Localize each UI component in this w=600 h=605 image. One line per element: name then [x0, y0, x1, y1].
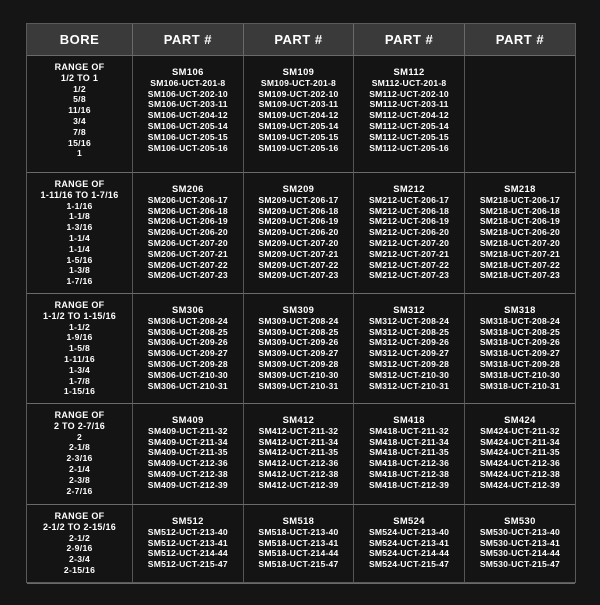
bore-range-label: 1-11/16 TO 1-7/16 [40, 189, 119, 200]
bore-size: 1-1/4 [68, 232, 91, 243]
header-part-4: PART # [464, 24, 575, 56]
part-number: SM206-UCT-207-20 [147, 237, 228, 248]
part-model: SM206 [172, 183, 204, 194]
part-number: SM109-UCT-205-15 [258, 131, 339, 142]
part-number: SM306-UCT-210-31 [147, 380, 228, 391]
part-number: SM218-UCT-206-18 [479, 205, 560, 216]
part-cell [243, 294, 354, 404]
part-number: SM112-UCT-205-15 [369, 131, 449, 142]
parts-table [27, 24, 575, 584]
bore-size: 1-1/8 [68, 211, 91, 222]
part-number: SM206-UCT-206-17 [147, 194, 228, 205]
bore-range-label: 2-1/2 TO 2-15/16 [42, 521, 117, 532]
bore-size: 2-3/16 [66, 453, 93, 464]
bore-range-label: 2 TO 2-7/16 [53, 420, 106, 431]
part-model: SM424 [504, 414, 536, 425]
bore-size: 3/4 [73, 115, 86, 126]
part-number: SM109-UCT-203-11 [258, 99, 339, 110]
bore-size: 1-7/8 [68, 375, 91, 386]
part-model: SM309 [282, 304, 315, 315]
header-part-2: PART # [243, 24, 354, 56]
part-number: SM106-UCT-201-8 [150, 77, 226, 88]
part-number: SM112-UCT-202-10 [369, 88, 449, 99]
part-number: SM524-UCT-214-44 [368, 548, 450, 559]
part-number: SM306-UCT-209-28 [147, 358, 228, 369]
part-number: SM318-UCT-209-27 [479, 348, 560, 359]
bore-range-label: RANGE OF [54, 511, 105, 521]
part-cell [243, 173, 354, 294]
part-number: SM312-UCT-209-26 [368, 337, 450, 348]
bore-size: 2-15/16 [63, 564, 96, 575]
bore-size: 1-5/16 [66, 254, 93, 265]
part-number: SM209-UCT-207-23 [258, 270, 339, 281]
part-cell [133, 56, 244, 173]
part-model: SM306 [172, 304, 204, 315]
part-cell [354, 404, 465, 505]
part-cell [354, 294, 465, 404]
part-number: SM109-UCT-204-12 [258, 110, 339, 121]
bore-range-label: RANGE OF [54, 410, 105, 420]
part-number: SM109-UCT-201-8 [260, 77, 337, 88]
bore-size: 1/2 [73, 83, 86, 94]
header-row [27, 24, 575, 56]
part-number: SM312-UCT-209-28 [368, 358, 450, 369]
part-number: SM212-UCT-207-20 [368, 237, 450, 248]
bore-size: 1 [76, 148, 83, 159]
part-cell [354, 505, 465, 584]
bore-size: 1-1/16 [66, 200, 93, 211]
part-number: SM524-UCT-215-47 [368, 559, 450, 570]
part-number: SM530-UCT-215-47 [479, 559, 560, 570]
part-model: SM218 [504, 183, 536, 194]
part-number: SM106-UCT-205-14 [147, 120, 228, 131]
part-number: SM409-UCT-212-36 [147, 458, 228, 469]
part-number: SM318-UCT-210-31 [479, 380, 560, 391]
part-number: SM106-UCT-203-11 [148, 99, 228, 110]
part-number: SM212-UCT-206-17 [368, 194, 450, 205]
bore-size: 1-3/4 [68, 364, 91, 375]
part-number: SM318-UCT-208-25 [479, 326, 560, 337]
bore-cell [27, 404, 133, 505]
part-number: SM218-UCT-207-22 [479, 259, 560, 270]
part-model: SM524 [393, 515, 425, 526]
parts-table-frame [26, 23, 576, 583]
part-number: SM518-UCT-214-44 [258, 548, 339, 559]
part-cell [133, 294, 244, 404]
part-number: SM530-UCT-213-41 [479, 537, 560, 548]
part-number: SM309-UCT-210-31 [258, 380, 339, 391]
part-number: SM309-UCT-208-24 [258, 315, 339, 326]
part-number: SM418-UCT-211-35 [369, 447, 449, 458]
bore-cell [27, 173, 133, 294]
table-row [27, 56, 575, 173]
part-number: SM318-UCT-209-26 [479, 337, 560, 348]
bore-size: 5/8 [73, 94, 86, 105]
part-number: SM218-UCT-207-20 [479, 237, 560, 248]
part-number: SM209-UCT-206-17 [258, 194, 339, 205]
bore-size: 1-15/16 [63, 386, 96, 397]
part-number: SM309-UCT-209-26 [258, 337, 339, 348]
part-number: SM418-UCT-212-38 [368, 468, 450, 479]
bore-size: 1-9/16 [66, 332, 93, 343]
part-number: SM306-UCT-209-26 [147, 337, 228, 348]
part-number: SM309-UCT-208-25 [258, 326, 339, 337]
part-number: SM106-UCT-204-12 [147, 110, 228, 121]
part-number: SM418-UCT-212-39 [368, 479, 450, 490]
part-number: SM512-UCT-214-44 [147, 548, 228, 559]
part-model: SM512 [172, 515, 204, 526]
part-model: SM318 [504, 304, 536, 315]
part-number: SM409-UCT-211-35 [148, 447, 228, 458]
table-row [27, 173, 575, 294]
part-number: SM306-UCT-210-30 [147, 369, 228, 380]
part-number: SM218-UCT-207-23 [479, 270, 560, 281]
part-model: SM212 [393, 183, 425, 194]
part-number: SM206-UCT-206-19 [147, 216, 228, 227]
part-number: SM212-UCT-207-22 [368, 259, 450, 270]
bore-size: 2-1/8 [68, 442, 91, 453]
bore-size: 1-3/8 [68, 265, 91, 276]
bore-size: 15/16 [68, 137, 92, 148]
part-number: SM318-UCT-210-30 [479, 369, 560, 380]
table-row [27, 404, 575, 505]
part-number: SM424-UCT-211-32 [480, 425, 560, 436]
part-number: SM306-UCT-209-27 [147, 348, 228, 359]
part-cell [133, 404, 244, 505]
part-number: SM312-UCT-208-25 [368, 326, 450, 337]
bore-cell [27, 56, 133, 173]
table-row [27, 294, 575, 404]
part-cell [354, 56, 465, 173]
part-cell [354, 173, 465, 294]
bore-size: 2-1/2 [68, 532, 91, 543]
bore-range-label: 1/2 TO 1 [60, 72, 99, 83]
part-number: SM312-UCT-210-30 [368, 369, 450, 380]
part-number: SM412-UCT-211-34 [258, 436, 339, 447]
part-number: SM309-UCT-209-28 [258, 358, 339, 369]
part-number: SM206-UCT-207-23 [147, 270, 228, 281]
part-number: SM412-UCT-211-35 [258, 447, 339, 458]
part-number: SM106-UCT-205-16 [147, 142, 228, 153]
part-cell [133, 505, 244, 584]
part-number: SM109-UCT-205-16 [258, 142, 339, 153]
bore-size: 2 [76, 431, 83, 442]
table-row [27, 505, 575, 584]
part-number: SM530-UCT-213-40 [479, 526, 560, 537]
header-part-1: PART # [133, 24, 244, 56]
part-number: SM206-UCT-207-21 [147, 248, 228, 259]
part-cell [243, 56, 354, 173]
part-number: SM424-UCT-211-34 [480, 436, 560, 447]
part-number: SM418-UCT-211-34 [369, 436, 449, 447]
part-number: SM409-UCT-212-39 [147, 479, 228, 490]
part-number: SM206-UCT-206-20 [147, 227, 228, 238]
part-number: SM109-UCT-205-14 [258, 120, 339, 131]
bore-cell [27, 505, 133, 584]
part-number: SM112-UCT-203-11 [369, 99, 449, 110]
part-cell [464, 505, 575, 584]
bore-size: 1-1/2 [68, 321, 91, 332]
part-number: SM212-UCT-206-18 [368, 205, 450, 216]
part-number: SM409-UCT-212-38 [147, 468, 228, 479]
part-number: SM424-UCT-212-36 [479, 458, 560, 469]
part-number: SM112-UCT-201-8 [371, 77, 447, 88]
bore-size: 1-1/4 [68, 243, 91, 254]
part-model: SM418 [393, 414, 425, 425]
part-number: SM112-UCT-205-16 [369, 142, 449, 153]
header-bore: BORE [27, 24, 133, 56]
part-number: SM318-UCT-208-24 [479, 315, 560, 326]
part-cell [243, 505, 354, 584]
part-number: SM212-UCT-207-23 [368, 270, 450, 281]
part-model: SM109 [282, 66, 315, 77]
table-body [27, 56, 575, 584]
bore-size: 1-5/8 [68, 343, 91, 354]
bore-range-label: RANGE OF [54, 62, 105, 72]
bore-size: 2-7/16 [66, 485, 93, 496]
bore-cell [27, 294, 133, 404]
part-model: SM409 [172, 414, 204, 425]
part-number: SM312-UCT-208-24 [368, 315, 450, 326]
part-number: SM212-UCT-206-20 [368, 227, 450, 238]
header-part-3: PART # [354, 24, 465, 56]
part-number: SM418-UCT-211-32 [369, 425, 449, 436]
part-number: SM209-UCT-206-18 [258, 205, 339, 216]
part-number: SM424-UCT-211-35 [480, 447, 560, 458]
part-number: SM418-UCT-212-36 [368, 458, 450, 469]
bore-size: 1-3/16 [66, 222, 93, 233]
bore-size: 1-11/16 [64, 353, 95, 364]
part-number: SM424-UCT-212-39 [479, 479, 560, 490]
bore-size: 2-1/4 [68, 463, 91, 474]
part-number: SM306-UCT-208-25 [147, 326, 228, 337]
part-number: SM412-UCT-212-39 [258, 479, 339, 490]
part-number: SM218-UCT-206-19 [479, 216, 560, 227]
part-model: SM312 [393, 304, 425, 315]
part-number: SM306-UCT-208-24 [147, 315, 228, 326]
part-number: SM318-UCT-209-28 [479, 358, 560, 369]
part-number: SM518-UCT-213-40 [258, 526, 339, 537]
part-cell [464, 294, 575, 404]
part-number: SM209-UCT-207-22 [258, 259, 339, 270]
part-number: SM524-UCT-213-41 [368, 537, 450, 548]
part-number: SM218-UCT-206-17 [479, 194, 560, 205]
part-number: SM530-UCT-214-44 [479, 548, 560, 559]
part-cell [464, 173, 575, 294]
part-number: SM209-UCT-206-19 [258, 216, 339, 227]
part-number: SM312-UCT-210-31 [368, 380, 450, 391]
part-number: SM218-UCT-207-21 [479, 248, 560, 259]
part-number: SM209-UCT-207-20 [258, 237, 339, 248]
part-number: SM412-UCT-212-36 [258, 458, 339, 469]
bore-range-label: RANGE OF [54, 179, 105, 189]
part-number: SM409-UCT-211-34 [148, 436, 228, 447]
part-number: SM106-UCT-202-10 [147, 88, 228, 99]
part-number: SM206-UCT-207-22 [147, 259, 228, 270]
part-number: SM518-UCT-213-41 [258, 537, 339, 548]
part-number: SM312-UCT-209-27 [368, 348, 450, 359]
bore-size: 7/8 [73, 126, 86, 137]
part-cell [133, 173, 244, 294]
part-number: SM212-UCT-206-19 [368, 216, 450, 227]
part-number: SM309-UCT-209-27 [258, 348, 339, 359]
part-model: SM112 [393, 66, 425, 77]
part-cell [243, 404, 354, 505]
part-number: SM309-UCT-210-30 [258, 369, 339, 380]
part-model: SM518 [282, 515, 315, 526]
bore-size: 2-3/8 [68, 474, 91, 485]
part-number: SM518-UCT-215-47 [258, 559, 339, 570]
part-number: SM409-UCT-211-32 [148, 425, 228, 436]
part-cell [464, 404, 575, 505]
part-number: SM206-UCT-206-18 [147, 205, 228, 216]
bore-size: 2-3/4 [68, 554, 91, 565]
bore-range-label: 1-1/2 TO 1-15/16 [42, 310, 117, 321]
part-number: SM512-UCT-215-47 [147, 559, 228, 570]
bore-range-label: RANGE OF [54, 300, 105, 310]
part-number: SM212-UCT-207-21 [368, 248, 450, 259]
part-number: SM424-UCT-212-38 [479, 468, 560, 479]
part-model: SM530 [504, 515, 536, 526]
part-number: SM412-UCT-211-32 [258, 425, 339, 436]
part-number: SM106-UCT-205-15 [147, 131, 228, 142]
bore-size: 11/16 [68, 105, 91, 116]
part-number: SM524-UCT-213-40 [368, 526, 450, 537]
part-model: SM412 [282, 414, 315, 425]
part-number: SM109-UCT-202-10 [258, 88, 339, 99]
bore-size: 1-7/16 [66, 276, 93, 287]
part-number: SM512-UCT-213-41 [147, 537, 228, 548]
part-number: SM112-UCT-204-12 [369, 110, 449, 121]
part-number: SM209-UCT-206-20 [258, 227, 339, 238]
part-number: SM512-UCT-213-40 [147, 526, 228, 537]
part-model: SM209 [282, 183, 315, 194]
part-cell [464, 56, 575, 173]
part-model: SM106 [172, 66, 204, 77]
part-number: SM209-UCT-207-21 [258, 248, 339, 259]
part-number: SM112-UCT-205-14 [369, 120, 449, 131]
bore-size: 2-9/16 [66, 543, 93, 554]
part-number: SM412-UCT-212-38 [258, 468, 339, 479]
part-number: SM218-UCT-206-20 [479, 227, 560, 238]
